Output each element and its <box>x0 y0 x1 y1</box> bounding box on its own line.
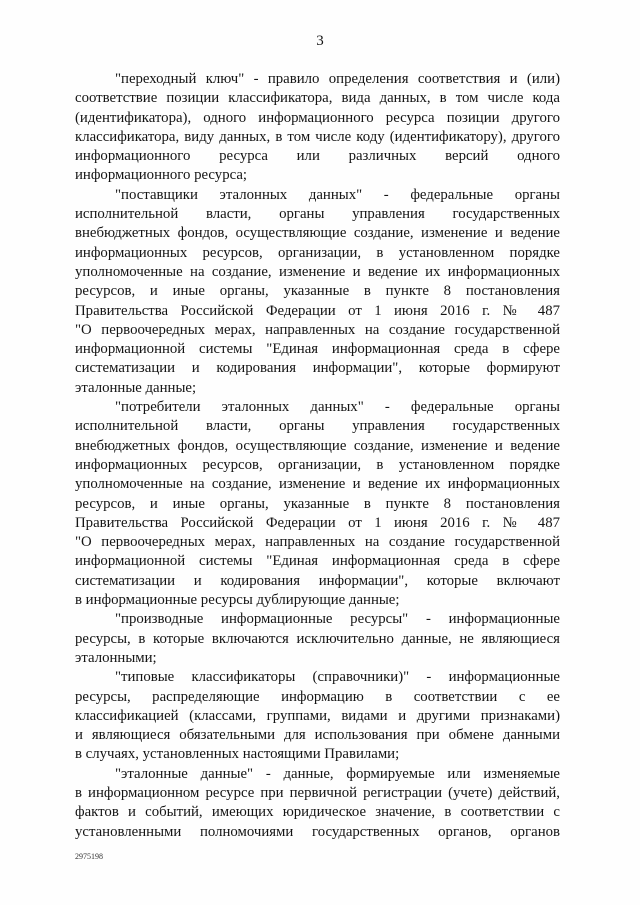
paragraph-derived-information-resources <box>75 610 560 668</box>
text-line: Правительства Российской Федерации от 1 июня 2016 г. № 487 <box>75 514 560 531</box>
text-line: ресурсы, в которые включаются исключительно данные, не являющиеся <box>75 630 560 647</box>
text-line: информационных ресурсов, организации, в установленном порядке <box>75 456 560 473</box>
document-code: 2975198 <box>75 852 103 861</box>
document-body <box>75 70 560 842</box>
text-line: "О первоочередных мерах, направленных на создание государственной <box>75 321 560 338</box>
paragraph-standard-classifiers <box>75 668 560 764</box>
text-line: информационного ресурса; <box>75 167 248 184</box>
text-line: информационных ресурсов, организации, в установленном порядке <box>75 244 560 261</box>
text-line: уполномоченные на создание, изменение и ведение их информационных <box>75 263 560 280</box>
paragraph-reference-data-suppliers <box>75 186 560 398</box>
text-line: в информационном ресурсе при первичной регистрации (учете) действий, <box>75 784 560 801</box>
text-line: "производные информационные ресурсы" - информационные <box>115 611 560 628</box>
text-line: (идентификатора), одного информационного ресурса позиции другого <box>75 109 560 126</box>
text-line: ресурсов, и иные органы, указанные в пункте 8 постановления <box>75 283 560 300</box>
text-line: систематизации и кодирования информации", которые включают <box>75 572 560 589</box>
text-line: Правительства Российской Федерации от 1 июня 2016 г. № 487 <box>75 302 560 319</box>
paragraph-reference-data-consumers <box>75 398 560 610</box>
text-line: информационной системы "Единая информационная среда в сфере <box>75 553 560 570</box>
text-line: фактов и событий, имеющих юридическое значение, в соответствии с <box>75 804 560 821</box>
text-line: эталонные данные; <box>75 379 197 396</box>
text-line: эталонными; <box>75 649 157 666</box>
text-line: и являющиеся обязательными для использования при обмене данными <box>75 727 560 744</box>
text-line: исполнительной власти, органы управления государственных <box>75 418 560 435</box>
text-line: "типовые классификаторы (справочники)" - информационные <box>115 669 560 686</box>
text-line: в случаях, установленных настоящими Правилами; <box>75 746 400 763</box>
paragraph-transitional-key <box>75 70 560 186</box>
text-line: информационного ресурса или различных версий одного <box>75 148 560 165</box>
text-line: внебюджетных фондов, осуществляющие создание, изменение и ведение <box>75 225 560 242</box>
text-line: "О первоочередных мерах, направленных на создание государственной <box>75 534 560 551</box>
text-line: "переходный ключ" - правило определения соответствия и (или) <box>115 71 560 87</box>
text-line: соответствие позиции классификатора, вида данных, в том числе кода <box>75 90 560 107</box>
text-line: исполнительной власти, органы управления государственных <box>75 206 560 223</box>
text-line: ресурсов, и иные органы, указанные в пункте 8 постановления <box>75 495 560 512</box>
text-line: "потребители эталонных данных" - федеральные органы <box>115 399 560 416</box>
text-line: установленными полномочиями государственных органов, органов <box>75 823 560 840</box>
text-line: классификатора, виду данных, в том числе коду (идентификатору), другого <box>75 128 560 145</box>
text-line: ресурсы, распределяющие информацию в соответствии с ее <box>75 688 560 705</box>
text-line: "эталонные данные" - данные, формируемые или изменяемые <box>115 765 560 782</box>
text-line: уполномоченные на создание, изменение и ведение их информационных <box>75 476 560 493</box>
text-line: систематизации и кодирования информации", которые формируют <box>75 360 560 377</box>
text-line: в информационные ресурсы дублирующие данные; <box>75 592 400 609</box>
text-line: "поставщики эталонных данных" - федеральные органы <box>115 186 560 203</box>
text-line: информационной системы "Единая информационная среда в сфере <box>75 341 560 358</box>
text-line: классификацией (классами, группами, видами и другими признаками) <box>75 707 560 724</box>
paragraph-reference-data <box>75 765 560 842</box>
page-number: 3 <box>316 33 324 49</box>
text-line: внебюджетных фондов, осуществляющие создание, изменение и ведение <box>75 437 560 454</box>
